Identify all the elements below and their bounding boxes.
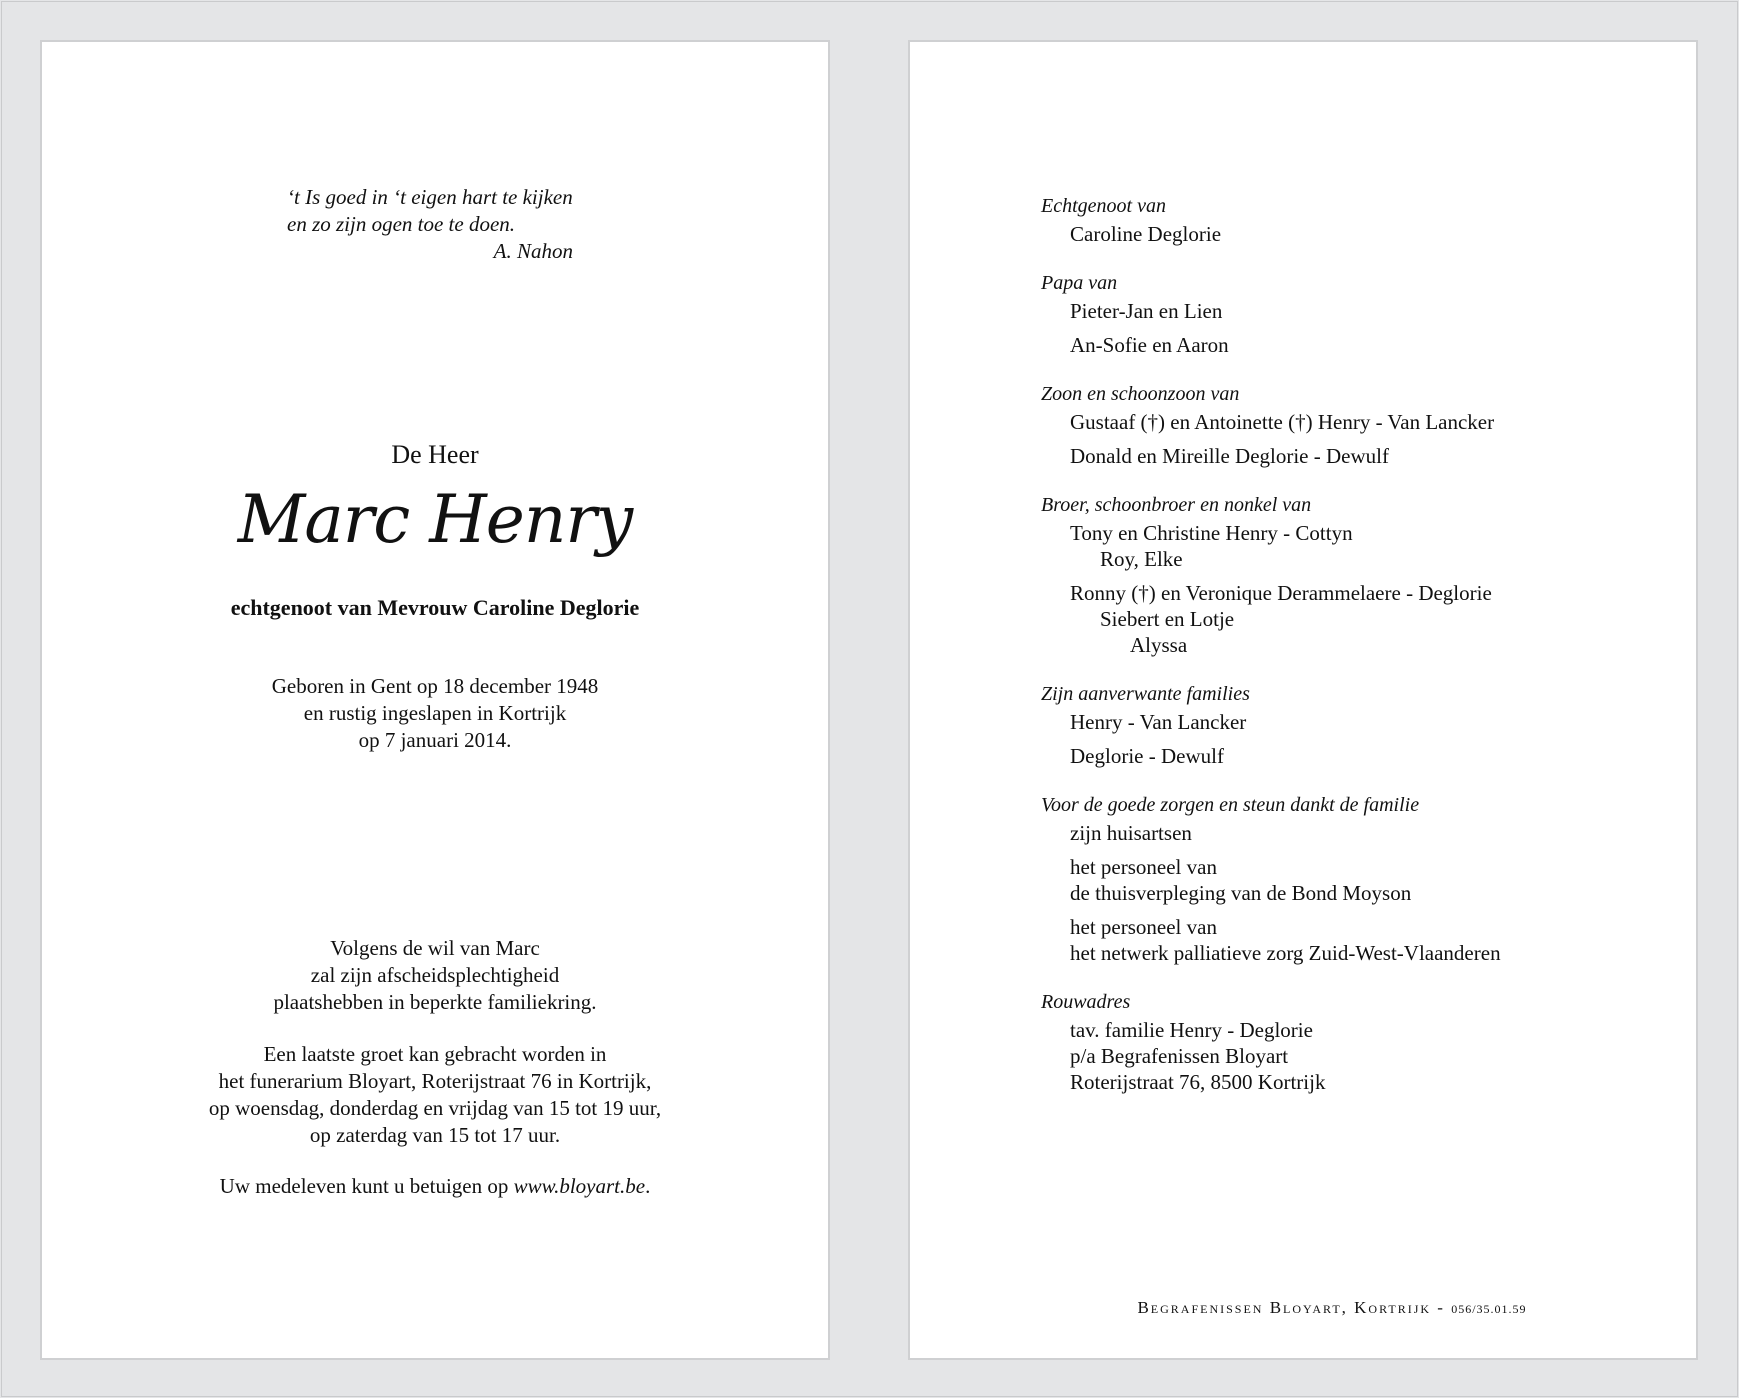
family-line: Donald en Mireille Deglorie - Dewulf (1070, 444, 1389, 468)
footer-line (910, 1298, 1696, 1318)
condolence-line (42, 1174, 828, 1199)
footer-company: Begrafenissen Bloyart, Kortrijk - (1137, 1298, 1452, 1317)
family-list (1041, 191, 1681, 1116)
dates-line-1: Geboren in Gent op 18 december 1948 (271, 674, 599, 698)
section-heading: Zijn aanverwante families (1041, 683, 1250, 705)
condolence-end: . (645, 1174, 651, 1198)
ceremony-wish (42, 935, 828, 1016)
family-line: zijn huisartsen (1070, 821, 1192, 845)
family-group (1041, 332, 1681, 358)
wish-line-2: zal zijn afscheidsplechtigheid (310, 963, 560, 987)
family-line: Pieter-Jan en Lien (1070, 299, 1223, 323)
family-group (1041, 743, 1681, 769)
family-section (1041, 379, 1681, 469)
family-line: Gustaaf (†) en Antoinette (†) Henry - Van Lancker (1070, 410, 1495, 434)
title-prefix: De Heer (391, 440, 479, 469)
section-heading: Rouwadres (1041, 991, 1131, 1013)
family-group (1041, 854, 1681, 906)
family-line: Deglorie - Dewulf (1070, 744, 1224, 768)
family-section (1041, 191, 1681, 247)
section-heading: Papa van (1041, 272, 1118, 294)
family-group (1041, 409, 1681, 435)
family-line: p/a Begrafenissen Bloyart (1070, 1044, 1289, 1068)
visit-line-3: op woensdag, donderdag en vrijdag van 15 tot 19 uur, (208, 1096, 662, 1120)
dates-line-2: en rustig ingeslapen in Kortrijk (303, 701, 567, 725)
family-section (1041, 987, 1681, 1095)
deceased-name: Marc Henry (237, 481, 633, 558)
family-line: tav. familie Henry - Deglorie (1070, 1018, 1313, 1042)
quote-line-2: en zo zijn ogen toe te doen. (287, 212, 516, 236)
family-line: An-Sofie en Aaron (1070, 333, 1229, 357)
family-group (1041, 820, 1681, 846)
section-heading: Broer, schoonbroer en nonkel van (1041, 494, 1312, 516)
dates-line-3: op 7 januari 2014. (358, 728, 512, 752)
family-line: Alyssa (1130, 633, 1188, 657)
section-heading: Zoon en schoonzoon van (1041, 383, 1240, 405)
wish-line-3: plaatshebben in beperkte familiekring. (273, 990, 597, 1014)
family-section (1041, 679, 1681, 769)
wish-line-1: Volgens de wil van Marc (330, 936, 540, 960)
family-line: Ronny (†) en Veronique Derammelaere - Deglorie (1070, 581, 1492, 605)
family-group (1041, 520, 1681, 572)
family-line: Siebert en Lotje (1100, 607, 1235, 631)
visitation-info (42, 1041, 828, 1149)
footer-phone: 056/35.01.59 (1451, 1302, 1527, 1316)
quote-line-1: ‘t Is goed in ‘t eigen hart te kijken (287, 185, 573, 209)
family-section (1041, 490, 1681, 658)
family-line: het personeel van (1070, 855, 1217, 879)
left-page (40, 40, 830, 1360)
family-section (1041, 790, 1681, 966)
spouse-line: echtgenoot van Mevrouw Caroline Deglorie (230, 595, 640, 620)
visit-line-1: Een laatste groet kan gebracht worden in (263, 1042, 607, 1066)
section-heading: Echtgenoot van (1041, 195, 1166, 217)
document-frame (1, 1, 1738, 1397)
family-line: Tony en Christine Henry - Cottyn (1070, 521, 1353, 545)
visit-line-4: op zaterdag van 15 tot 17 uur. (309, 1123, 561, 1147)
family-line: het personeel van (1070, 915, 1217, 939)
family-group (1041, 580, 1681, 658)
visit-line-2: het funerarium Bloyart, Roterijstraat 76 in Kortrijk, (218, 1069, 652, 1093)
family-line: Henry - Van Lancker (1070, 710, 1247, 734)
family-line: Caroline Deglorie (1070, 222, 1222, 246)
family-group (1041, 1017, 1681, 1095)
family-group (1041, 709, 1681, 735)
family-line: Roterijstraat 76, 8500 Kortrijk (1070, 1070, 1326, 1094)
section-heading: Voor de goede zorgen en steun dankt de familie (1041, 794, 1420, 816)
birth-death-dates (42, 673, 828, 754)
family-group (1041, 298, 1681, 324)
family-line: Roy, Elke (1100, 547, 1183, 571)
condolence-url[interactable]: www.bloyart.be (513, 1174, 646, 1198)
family-group (1041, 221, 1681, 247)
condolence-text: Uw medeleven kunt u betuigen op (219, 1174, 514, 1198)
family-group (1041, 914, 1681, 966)
family-line: het netwerk palliatieve zorg Zuid-West-Vlaanderen (1070, 941, 1501, 965)
right-page (908, 40, 1698, 1360)
family-line: de thuisverpleging van de Bond Moyson (1070, 881, 1412, 905)
family-section (1041, 268, 1681, 358)
quote (287, 184, 617, 265)
family-group (1041, 443, 1681, 469)
quote-author: A. Nahon (493, 239, 573, 263)
